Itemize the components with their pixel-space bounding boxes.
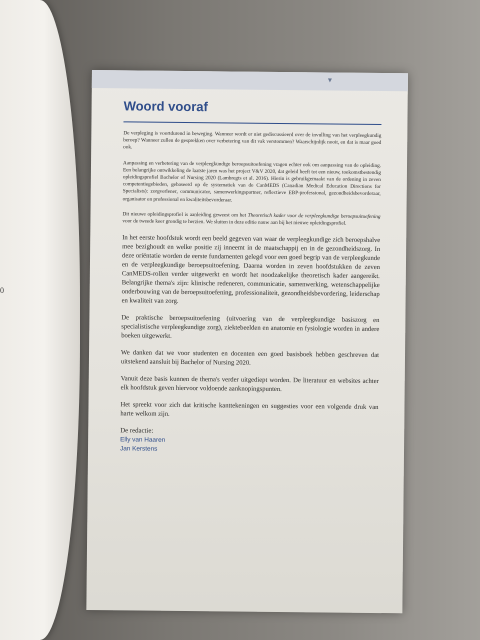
page-content (120, 98, 382, 456)
chevron-down-icon: ▾ (327, 75, 332, 85)
signature-label: De redactie: (120, 427, 154, 435)
left-page (0, 0, 80, 640)
paragraph-6: We danken dat we voor studenten en docenten een goed basisboek hebben geschreven dat uitstekend aansluit bij Bachelor of Nursing 2020. (120, 349, 380, 367)
paragraph-4: In het eerste hoofdstuk wordt een beeld gegeven van waar de verpleegkundige zich beroepshalve mee bezighoudt en welke positie zij inneemt in de maatschappij en in de gezondheidszorg. In deze oriëntatie worden de eerste fundamenten gelegd voor een goed begrip van de verpleegkunde en de verpleegkundige beroepsuitoefening. Daarna worden in zeven hoofdstukken de zeven CanMEDS-rollen verder uitgewerkt en wordt het noodzakelijke theoretisch kader aangereikt. Belangrijke thema's zijn: klinische redeneren, communicatie, samenwerking, wetenschappelijke onderbouwing van de beroepsuitoefening, professionaliteit, gezondheidsbevordering, leiderschap en kwaliteit van zorg. (121, 234, 381, 306)
title-rule (123, 121, 381, 125)
left-page-number: 0 (0, 286, 4, 295)
paragraph-5: De praktische beroepsuitoefening (uitvoering van de verpleegkundige basiszorg en specialistische verpleegkundige zorg), ziektebeelden en anatomie en fysiologie worden in andere boeken uitgewerkt. (121, 314, 380, 341)
paragraph-8: Het spreekt voor zich dat kritische kanttekeningen en suggesties voor een volgende druk van harte welkom zijn. (120, 401, 379, 419)
paragraph-1: De verpleging is voortdurend in beweging. Wanneer wordt er niet gediscussieerd over de invulling van het verpleegkundig beroep? Wanneer zullen de gesprekken over verbetering van dit vak verstommen? Waarschijnlijk nooit, en dat is maar goed ook. (123, 130, 382, 151)
paragraph-3-after: voor de tweede keer grondig te herzien. We sluiten in deze editie nauw aan bij het nieuwe opleidingsprofiel. (122, 218, 347, 227)
page-header-band (92, 70, 408, 91)
paragraph-3 (122, 211, 380, 228)
book-title-italic: Theoretisch kader voor de verpleegkundige beroepsuitoefening (247, 212, 381, 220)
book-page (86, 70, 408, 613)
paragraph-3-before: Dit nieuwe opleidingsprofiel is aanleiding geweest om het (122, 211, 248, 219)
paragraph-2: Aanpassing en verbetering van de verpleegkundige beroepsuitoefening vragen echter ook om aanpassing van de opleiding. Een belangrijke ontwikkeling de laatste jaren was het project V&V 2020, dat geleid heeft tot een nieuw, toekomstbestendig opleidingsprofiel Bachelor of Nursing 2020 (Lambregts et al. 2016). Hierin is gebruikgemaakt van de ordening in zeven competentiegebieden, gebaseerd op de systematiek van de CanMEDS (Canadian Medical Education Directions for Specialists): zorgverlener, communicator, samenwerkingspartner, reflectieve EBP-professional, gezondheidsbevorderaar, organisator en professional en kwaliteitsbevorderaar. (122, 159, 382, 204)
editor-name: Elly van Haaren (120, 436, 166, 445)
page-title: Woord vooraf (123, 98, 208, 115)
paragraph-7: Vanuit deze basis kunnen de thema's verder uitgediept worden. De literatuur en websites achter elk hoofdstuk geven hiervoor voldoende aanknopingspunten. (120, 375, 379, 394)
editor-name: Jan Kerstens (119, 445, 158, 453)
